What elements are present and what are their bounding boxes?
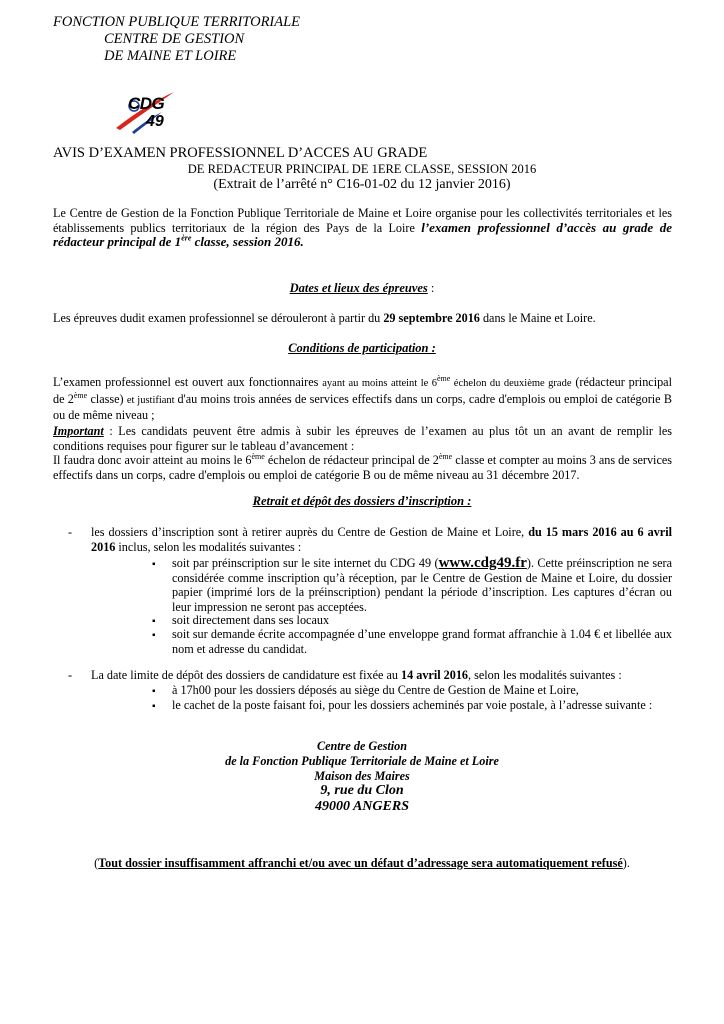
- intro-text: Le Centre de Gestion de la Fonction Publique Territoriale de Maine et Loire organise pour les collectivités territoriales et les établissements publics territoriaux de la région des Pays de la Loire: [53, 206, 672, 235]
- header-line3: DE MAINE ET LOIRE: [104, 48, 237, 64]
- title-line1: AVIS D’EXAMEN PROFESSIONNEL D’ACCES AU GRADE: [53, 145, 428, 161]
- dates-heading: Dates et lieux des épreuves :: [289, 281, 435, 295]
- retrait-bullet-poste: le cachet de la poste faisant foi, pour les dossiers acheminés par voie postale, à l’adresse suivante :: [172, 698, 653, 712]
- retrait-heading: Retrait et dépôt des dossiers d’inscription :: [252, 494, 472, 508]
- address-line4: 9, rue du Clon: [320, 783, 404, 799]
- address-line1: Centre de Gestion: [316, 739, 408, 753]
- address-line3: Maison des Maires: [314, 768, 410, 783]
- retrait-bullet-siege: à 17h00 pour les dossiers déposés au siège du Centre de Gestion de Maine et Loire,: [172, 683, 579, 697]
- address-line2: de la Fonction Publique Territoriale de Maine et Loire: [225, 753, 499, 768]
- dash-marker: -: [68, 668, 73, 682]
- cdg49-logo: [112, 84, 192, 136]
- header-line2: CENTRE DE GESTION: [104, 31, 245, 47]
- address-line5: 49000 ANGERS: [314, 799, 409, 815]
- logo-text-49: 49: [146, 113, 164, 130]
- cdg49-website-link[interactable]: www.cdg49.fr: [438, 555, 527, 571]
- retrait-item-1: les dossiers d’inscription sont à retirer auprès du Centre de Gestion de Maine et Loire, du 15 mars 2016 au 6 avril 2016 inclus, selon les modalités suivantes :: [91, 525, 672, 554]
- conditions-paragraph-1: L’examen professionnel est ouvert aux fonctionnaires ayant au moins atteint le 6ème échelon du deuxième grade (rédacteur principal de 2ème classe) et justifiant d'au moins trois années de services effectifs dans un corps, cadre d'emplois ou emploi de catégorie B ou de même niveau ;: [53, 373, 672, 423]
- retrait-item-2: La date limite de dépôt des dossiers de candidature est fixée au 14 avril 2016, selon les modalités suivantes :: [91, 668, 622, 682]
- dates-paragraph: Les épreuves dudit examen professionnel se dérouleront à partir du 29 septembre 2016 dans le Maine et Loire.: [53, 311, 596, 325]
- header-line1: FONCTION PUBLIQUE TERRITORIALE: [53, 14, 301, 30]
- important-label: Important: [53, 424, 104, 438]
- dash-marker: -: [68, 525, 73, 539]
- header-org: [53, 14, 300, 65]
- bullet-marker: ▪: [152, 686, 156, 697]
- footer-notice: (Tout dossier insuffisamment affranchi et/ou avec un défaut d’adressage sera automatiquement refusé).: [94, 856, 630, 870]
- bullet-marker: ▪: [152, 630, 156, 641]
- logo-text-cdg: CDG: [128, 94, 165, 113]
- bullet-marker: ▪: [152, 559, 156, 570]
- bullet-marker: ▪: [152, 701, 156, 712]
- bullet-marker: ▪: [152, 616, 156, 627]
- title-line2: DE REDACTEUR PRINCIPAL DE 1ERE CLASSE, SESSION 2016: [187, 162, 537, 176]
- intro-exam-name: l’examen professionnel d’accès au grade de rédacteur principal de 1ère classe, session 2016.: [53, 219, 672, 250]
- conditions-paragraph-important: Important : Les candidats peuvent être admis à subir les épreuves de l’examen au plus tôt un an avant de remplir les conditions requises pour figurer sur le tableau d’avancement : Il faudra donc avoir atteint au moins le 6ème échelon de rédacteur principal de 2ème classe et compter au moins 3 ans de services effectifs dans un corps, cadre d'emplois ou emploi de catégorie B ou de même niveau au 31 décembre 2017.: [53, 424, 673, 482]
- conditions-heading: Conditions de participation :: [288, 341, 436, 355]
- retrait-bullet-locaux: soit directement dans ses locaux: [172, 613, 330, 627]
- retrait-bullet-online: soit par préinscription sur le site internet du CDG 49 (www.cdg49.fr). Cette préinscription ne sera considérée comme inscription qu’à réception, par le Centre de Gestion de Maine et Loire, du dossier papier (imprimé lors de la préinscription) pendant la période d’inscription. Les captures d’écran ou leur impression ne seront pas acceptées.: [172, 555, 673, 614]
- title-line3: (Extrait de l’arrêté n° C16-01-02 du 12 janvier 2016): [213, 177, 511, 192]
- retrait-bullet-courrier: soit sur demande écrite accompagnée d’une enveloppe grand format affranchie à 1.04 € et libellée aux nom et adresse du candidat.: [172, 627, 672, 656]
- intro-paragraph: [53, 206, 672, 250]
- address-block: [0, 739, 724, 815]
